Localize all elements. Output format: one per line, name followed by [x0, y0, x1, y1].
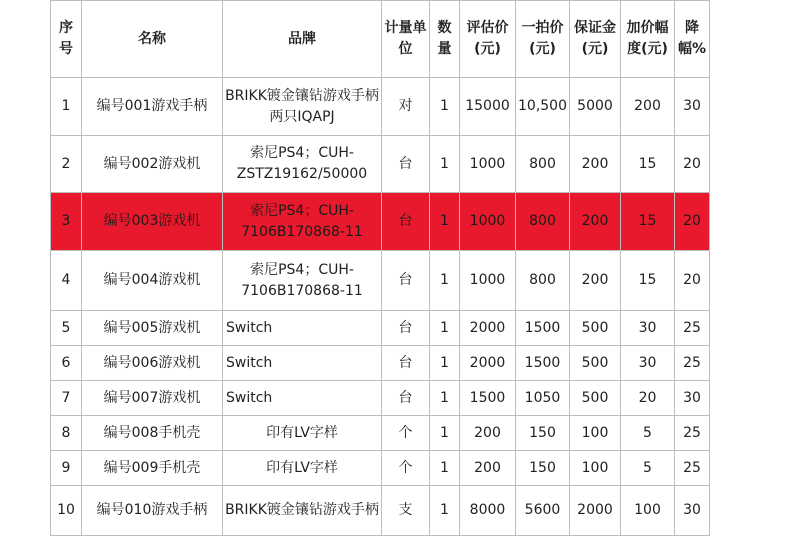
cell-deposit: 500 — [570, 311, 621, 346]
header-discount: 降幅% — [675, 1, 710, 78]
cell-qty: 1 — [430, 311, 460, 346]
cell-seq: 6 — [51, 346, 82, 381]
cell-discount: 20 — [675, 251, 710, 311]
cell-valuation: 200 — [460, 451, 516, 486]
cell-increment: 15 — [621, 193, 675, 251]
cell-deposit: 500 — [570, 381, 621, 416]
cell-seq: 1 — [51, 78, 82, 136]
cell-discount: 25 — [675, 451, 710, 486]
cell-name: 编号002游戏机 — [82, 136, 223, 193]
cell-name: 编号001游戏手柄 — [82, 78, 223, 136]
cell-discount: 30 — [675, 381, 710, 416]
auction-items-table — [50, 0, 710, 536]
cell-increment: 5 — [621, 451, 675, 486]
table-row — [51, 346, 710, 381]
cell-name: 编号005游戏机 — [82, 311, 223, 346]
cell-hammer-price: 5600 — [516, 486, 570, 536]
cell-hammer-price: 1500 — [516, 346, 570, 381]
cell-discount: 20 — [675, 193, 710, 251]
cell-discount: 25 — [675, 311, 710, 346]
cell-brand: BRIKK镀金镶钻游戏手柄两只IQAPJ — [223, 78, 382, 136]
cell-seq: 10 — [51, 486, 82, 536]
cell-seq: 5 — [51, 311, 82, 346]
cell-deposit: 2000 — [570, 486, 621, 536]
cell-qty: 1 — [430, 486, 460, 536]
cell-unit: 台 — [382, 381, 430, 416]
cell-valuation: 1500 — [460, 381, 516, 416]
cell-name: 编号007游戏机 — [82, 381, 223, 416]
cell-seq: 2 — [51, 136, 82, 193]
cell-qty: 1 — [430, 381, 460, 416]
cell-valuation: 1000 — [460, 193, 516, 251]
cell-valuation: 2000 — [460, 311, 516, 346]
cell-deposit: 200 — [570, 251, 621, 311]
cell-hammer-price: 1050 — [516, 381, 570, 416]
cell-valuation: 1000 — [460, 251, 516, 311]
cell-increment: 30 — [621, 346, 675, 381]
cell-unit: 个 — [382, 416, 430, 451]
cell-deposit: 200 — [570, 193, 621, 251]
cell-brand: 索尼PS4；CUH-7106B170868-11 — [223, 251, 382, 311]
cell-hammer-price: 150 — [516, 451, 570, 486]
header-qty: 数量 — [430, 1, 460, 78]
cell-deposit: 200 — [570, 136, 621, 193]
cell-hammer-price: 10,500 — [516, 78, 570, 136]
table-row — [51, 78, 710, 136]
cell-name: 编号006游戏机 — [82, 346, 223, 381]
cell-qty: 1 — [430, 416, 460, 451]
cell-discount: 20 — [675, 136, 710, 193]
cell-name: 编号004游戏机 — [82, 251, 223, 311]
cell-qty: 1 — [430, 78, 460, 136]
cell-unit: 对 — [382, 78, 430, 136]
cell-valuation: 8000 — [460, 486, 516, 536]
cell-increment: 200 — [621, 78, 675, 136]
cell-hammer-price: 800 — [516, 251, 570, 311]
cell-unit: 台 — [382, 311, 430, 346]
cell-name: 编号008手机壳 — [82, 416, 223, 451]
cell-brand: BRIKK镀金镶钻游戏手柄 — [223, 486, 382, 536]
table-row — [51, 381, 710, 416]
cell-deposit: 100 — [570, 451, 621, 486]
cell-increment: 100 — [621, 486, 675, 536]
table-row — [51, 251, 710, 311]
header-name: 名称 — [82, 1, 223, 78]
header-seq: 序号 — [51, 1, 82, 78]
cell-discount: 30 — [675, 486, 710, 536]
cell-unit: 台 — [382, 193, 430, 251]
header-unit: 计量单位 — [382, 1, 430, 78]
cell-increment: 20 — [621, 381, 675, 416]
header-deposit: 保证金(元) — [570, 1, 621, 78]
cell-unit: 个 — [382, 451, 430, 486]
cell-increment: 15 — [621, 251, 675, 311]
table-row — [51, 486, 710, 536]
table-header-row — [51, 1, 710, 78]
cell-brand: 索尼PS4；CUH-7106B170868-11 — [223, 193, 382, 251]
cell-discount: 30 — [675, 78, 710, 136]
cell-name: 编号010游戏手柄 — [82, 486, 223, 536]
cell-brand: 印有LV字样 — [223, 451, 382, 486]
cell-unit: 台 — [382, 251, 430, 311]
cell-valuation: 1000 — [460, 136, 516, 193]
cell-qty: 1 — [430, 451, 460, 486]
cell-brand: Switch — [223, 346, 382, 381]
header-brand: 品牌 — [223, 1, 382, 78]
header-increment: 加价幅度(元) — [621, 1, 675, 78]
cell-seq: 7 — [51, 381, 82, 416]
cell-seq: 3 — [51, 193, 82, 251]
table-row — [51, 451, 710, 486]
cell-name: 编号009手机壳 — [82, 451, 223, 486]
cell-name: 编号003游戏机 — [82, 193, 223, 251]
cell-deposit: 5000 — [570, 78, 621, 136]
auction-table-container — [50, 0, 710, 536]
cell-valuation: 2000 — [460, 346, 516, 381]
table-row — [51, 136, 710, 193]
cell-increment: 15 — [621, 136, 675, 193]
cell-unit: 台 — [382, 346, 430, 381]
cell-hammer-price: 1500 — [516, 311, 570, 346]
cell-discount: 25 — [675, 346, 710, 381]
cell-seq: 4 — [51, 251, 82, 311]
cell-increment: 5 — [621, 416, 675, 451]
cell-qty: 1 — [430, 251, 460, 311]
cell-valuation: 15000 — [460, 78, 516, 136]
cell-brand: Switch — [223, 381, 382, 416]
cell-qty: 1 — [430, 136, 460, 193]
cell-unit: 支 — [382, 486, 430, 536]
table-row — [51, 416, 710, 451]
cell-seq: 9 — [51, 451, 82, 486]
table-row — [51, 311, 710, 346]
cell-hammer-price: 800 — [516, 193, 570, 251]
cell-qty: 1 — [430, 193, 460, 251]
cell-hammer-price: 800 — [516, 136, 570, 193]
cell-discount: 25 — [675, 416, 710, 451]
cell-brand: Switch — [223, 311, 382, 346]
cell-hammer-price: 150 — [516, 416, 570, 451]
cell-qty: 1 — [430, 346, 460, 381]
header-valuation: 评估价(元) — [460, 1, 516, 78]
cell-unit: 台 — [382, 136, 430, 193]
cell-deposit: 100 — [570, 416, 621, 451]
cell-seq: 8 — [51, 416, 82, 451]
cell-valuation: 200 — [460, 416, 516, 451]
header-hammer-price: 一拍价(元) — [516, 1, 570, 78]
cell-increment: 30 — [621, 311, 675, 346]
cell-deposit: 500 — [570, 346, 621, 381]
table-row-highlighted — [51, 193, 710, 251]
cell-brand: 索尼PS4；CUH-ZSTZ19162/50000 — [223, 136, 382, 193]
cell-brand: 印有LV字样 — [223, 416, 382, 451]
